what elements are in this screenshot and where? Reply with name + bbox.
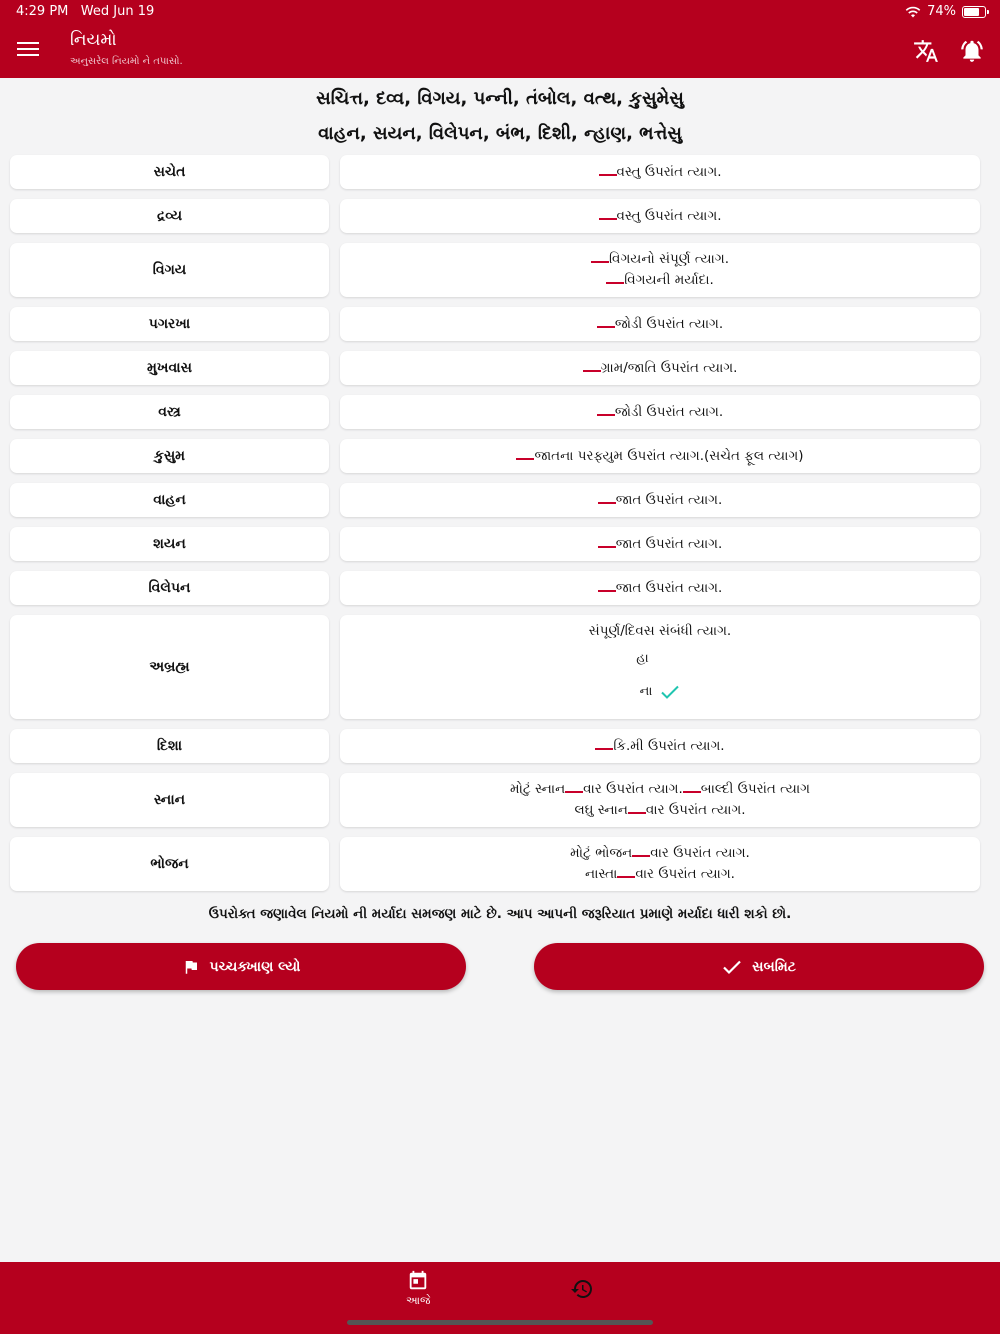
rule-row xyxy=(10,307,980,341)
rule-row xyxy=(10,351,980,385)
page-title: નિયમો xyxy=(70,30,117,50)
rule-row xyxy=(10,837,980,891)
rule-row xyxy=(10,155,980,189)
nav-history[interactable] xyxy=(570,1277,594,1301)
limit-input[interactable] xyxy=(598,579,616,592)
rule-detail: જોડી ઉપરાંત ત્યાગ. xyxy=(340,307,980,341)
limit-input[interactable] xyxy=(606,271,624,284)
battery-percent: 74% xyxy=(927,4,956,19)
rule-name: વાહન xyxy=(10,483,329,517)
battery-icon xyxy=(962,6,986,18)
status-time: 4:29 PM Wed Jun 19 xyxy=(16,4,155,19)
nav-today[interactable] xyxy=(406,1270,430,1308)
page-subtitle: અનુસરેલ નિયમો ને તપાસો. xyxy=(70,56,183,67)
rule-row xyxy=(10,527,980,561)
rule-name: ભોજન xyxy=(10,837,329,891)
check-icon xyxy=(660,684,680,700)
intro-line-2: વાહન, સયન, વિલેપન, બંભ, દિશી, ન્હાણ, ભત્તેસુ xyxy=(318,123,682,144)
rule-row xyxy=(10,571,980,605)
rule-name: વિલેપન xyxy=(10,571,329,605)
abrahma-question: સંપૂર્ણ/દિવસ સંબંધી ત્યાગ. xyxy=(588,623,732,639)
app-header xyxy=(0,0,1000,78)
rule-detail xyxy=(340,615,980,719)
rule-name: સચેત xyxy=(10,155,329,189)
pachchakkhan-button[interactable]: પચ્ચક્ખાણ લ્યો xyxy=(16,943,466,990)
rule-detail: મોટું સ્નાન વાર ઉપરાંત ત્યાગ. બાલ્દી ઉપરાંત ત્યાગ લઘુ સ્નાન વાર ઉપરાંત ત્યાગ. xyxy=(340,773,980,827)
rule-detail: જાત ઉપરાંત ત્યાગ. xyxy=(340,527,980,561)
limit-input[interactable] xyxy=(599,207,617,220)
limit-input[interactable] xyxy=(583,359,601,372)
limit-input[interactable] xyxy=(632,844,650,857)
limit-input[interactable] xyxy=(597,403,615,416)
rule-detail: જાત ઉપરાંત ત્યાગ. xyxy=(340,571,980,605)
rule-name: કુસુમ xyxy=(10,439,329,473)
status-date: Wed Jun 19 xyxy=(80,4,155,19)
rule-row xyxy=(10,199,980,233)
limit-input[interactable] xyxy=(617,865,635,878)
status-indicators xyxy=(905,4,986,19)
rule-name: મુખવાસ xyxy=(10,351,329,385)
rule-row xyxy=(10,483,980,517)
rule-detail: ગ્રામ/જાતિ ઉપરાંત ત્યાગ. xyxy=(340,351,980,385)
rule-row xyxy=(10,615,980,719)
limit-input[interactable] xyxy=(597,315,615,328)
rule-name: સ્નાન xyxy=(10,773,329,827)
rule-detail: વસ્તુ ઉપરાંત ત્યાગ. xyxy=(340,199,980,233)
limit-input[interactable] xyxy=(598,535,616,548)
limit-input[interactable] xyxy=(591,250,609,263)
home-indicator xyxy=(347,1320,653,1325)
calendar-icon xyxy=(407,1270,429,1292)
history-icon xyxy=(570,1277,594,1301)
rule-name: દિશા xyxy=(10,729,329,763)
limit-input[interactable] xyxy=(628,801,646,814)
flag-icon xyxy=(182,958,200,976)
rule-detail: મોટું ભોજન વાર ઉપરાંત ત્યાગ. નાસ્તા વાર ઉપરાંત ત્યાગ. xyxy=(340,837,980,891)
rule-detail: કિ.મી ઉપરાંત ત્યાગ. xyxy=(340,729,980,763)
limit-input[interactable] xyxy=(599,163,617,176)
submit-button[interactable]: સબમિટ xyxy=(534,943,984,990)
rule-row xyxy=(10,395,980,429)
menu-button[interactable] xyxy=(16,38,40,62)
rule-name: વિગય xyxy=(10,243,329,297)
rule-detail: જોડી ઉપરાંત ત્યાગ. xyxy=(340,395,980,429)
rule-detail: જાતના પરફ્યુમ ઉપરાંત ત્યાગ.(સચેત ફૂલ ત્યાગ) xyxy=(340,439,980,473)
rule-name: શયન xyxy=(10,527,329,561)
option-yes[interactable]: હા xyxy=(636,651,649,666)
rule-detail: વસ્તુ ઉપરાંત ત્યાગ. xyxy=(340,155,980,189)
wifi-icon xyxy=(905,6,921,18)
rule-row xyxy=(10,243,980,297)
rule-row xyxy=(10,729,980,763)
translate-icon[interactable] xyxy=(913,38,939,64)
option-no[interactable]: ના xyxy=(640,682,681,702)
rule-detail: જાત ઉપરાંત ત્યાગ. xyxy=(340,483,980,517)
nav-today-label: આજે xyxy=(406,1294,431,1307)
rule-row xyxy=(10,439,980,473)
disclaimer-note: ઉપરોક્ત જણાવેલ નિયમો ની મર્યાદા સમજણ માટે છે. આપ આપની જરૂરિયાત પ્રમાણે મર્યાદા ધારી શકો છો. xyxy=(208,906,792,922)
limit-input[interactable] xyxy=(598,491,616,504)
limit-input[interactable] xyxy=(565,780,583,793)
check-icon xyxy=(722,959,742,975)
rule-name: પગરખા xyxy=(10,307,329,341)
battery-fill xyxy=(964,8,979,16)
rule-name: અબ્રહ્મ xyxy=(10,615,329,719)
rule-row xyxy=(10,773,980,827)
intro-line-1: સચિત્ત, દવ્વ, વિગય, પન્ની, તંબોલ, વત્થ, કુસુમેસુ xyxy=(316,88,684,109)
rule-name: વસ્ત્ર xyxy=(10,395,329,429)
limit-input[interactable] xyxy=(516,447,534,460)
rule-name: દ્રવ્ય xyxy=(10,199,329,233)
rule-detail: વિગયનો સંપૂર્ણ ત્યાગ. વિગયની મર્યાદા. xyxy=(340,243,980,297)
limit-input[interactable] xyxy=(683,780,701,793)
bell-icon[interactable] xyxy=(959,38,985,64)
limit-input[interactable] xyxy=(595,737,613,750)
